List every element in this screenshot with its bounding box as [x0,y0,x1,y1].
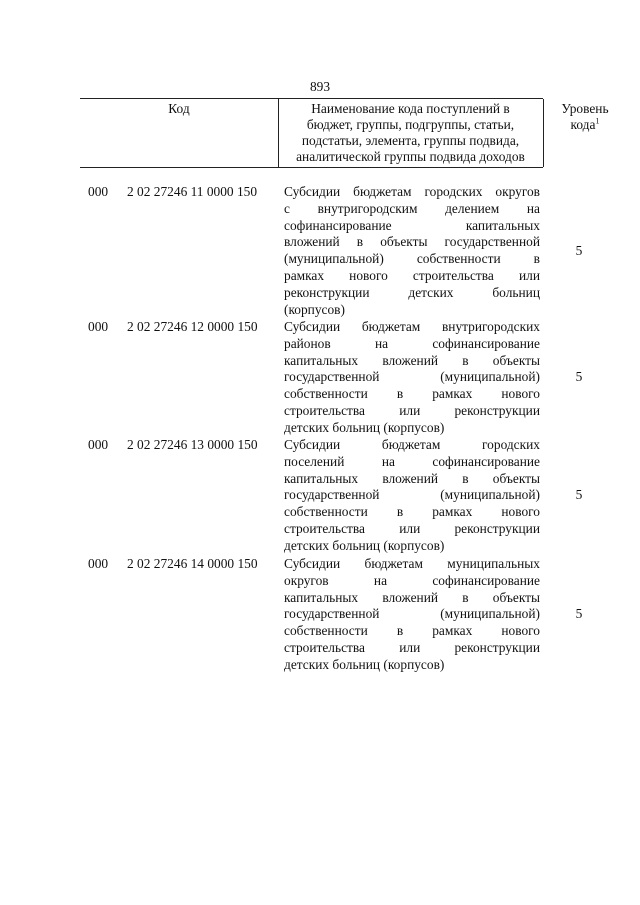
header-level-line1: Уровень [561,101,609,116]
description-line: государственной (муниципальной) [284,487,540,503]
row-prefix: 000 [88,437,109,452]
row-code: 2 02 27246 11 0000 150 [127,184,258,199]
row-prefix: 000 [88,556,109,571]
page-number: 893 [309,79,331,94]
description-line: Субсидии бюджетам муниципальных [284,556,540,571]
header-name-line: бюджет, группы, подгруппы, статьи, [306,117,515,132]
description-line: (муниципальной) собственности в [284,251,540,267]
header-name-line: аналитической группы подвида доходов [296,149,525,164]
description-line: (корпусов) [284,301,345,317]
row-description [284,319,540,437]
description-line: детских больниц (корпусов) [284,537,445,553]
row-description [284,437,540,555]
description-line: государственной (муниципальной) [284,606,540,622]
header-level [545,101,625,133]
description-line: строительства или реконструкции [284,402,540,418]
row-level: 5 [575,606,583,621]
row-prefix: 000 [88,319,109,334]
row-level: 5 [575,487,583,502]
table-header [80,98,609,168]
row-level: 5 [575,243,583,258]
header-level-line2 [545,117,625,133]
description-line: детских больниц (корпусов) [284,656,445,672]
description-line: софинансирование капитальных [284,217,540,233]
row-code: 2 02 27246 12 0000 150 [127,319,258,334]
row-code: 2 02 27246 13 0000 150 [127,437,258,452]
header-level-text: кода [570,117,596,132]
description-line: округов на софинансирование [284,572,540,588]
row-code: 2 02 27246 14 0000 150 [127,556,258,571]
row-level: 5 [575,369,583,384]
header-code: Код [168,101,190,116]
description-line: собственности в рамках нового [284,504,540,520]
description-line: поселений на софинансирование [284,453,540,469]
description-line: детских больниц (корпусов) [284,419,445,435]
header-name-line: Наименование кода поступлений в [311,101,510,116]
description-line: капитальных вложений в объекты [284,470,540,486]
description-line: собственности в рамках нового [284,386,540,402]
description-line: рамках нового строительства или [284,267,540,283]
description-line: капитальных вложений в объекты [284,589,540,605]
description-line: строительства или реконструкции [284,520,540,536]
row-description [284,184,540,318]
description-line: Субсидии бюджетам городских округов [284,184,540,199]
description-line: Субсидии бюджетам городских [284,437,540,452]
description-line: государственной (муниципальной) [284,369,540,385]
description-line: Субсидии бюджетам внутригородских [284,319,540,334]
description-line: собственности в рамках нового [284,623,540,639]
footnote-marker: 1 [595,116,600,126]
description-line: строительства или реконструкции [284,639,540,655]
description-line: реконструкции детских больниц [284,284,540,300]
description-line: с внутригородским делением на [284,200,540,216]
description-line: капитальных вложений в объекты [284,352,540,368]
description-line: районов на софинансирование [284,335,540,351]
header-name [279,101,542,165]
row-description [284,556,540,674]
header-name-line: подстатьи, элемента, группы подвида, [301,133,520,148]
row-prefix: 000 [88,184,109,199]
column-divider [543,99,544,167]
description-line: вложений в объекты государственной [284,234,540,250]
